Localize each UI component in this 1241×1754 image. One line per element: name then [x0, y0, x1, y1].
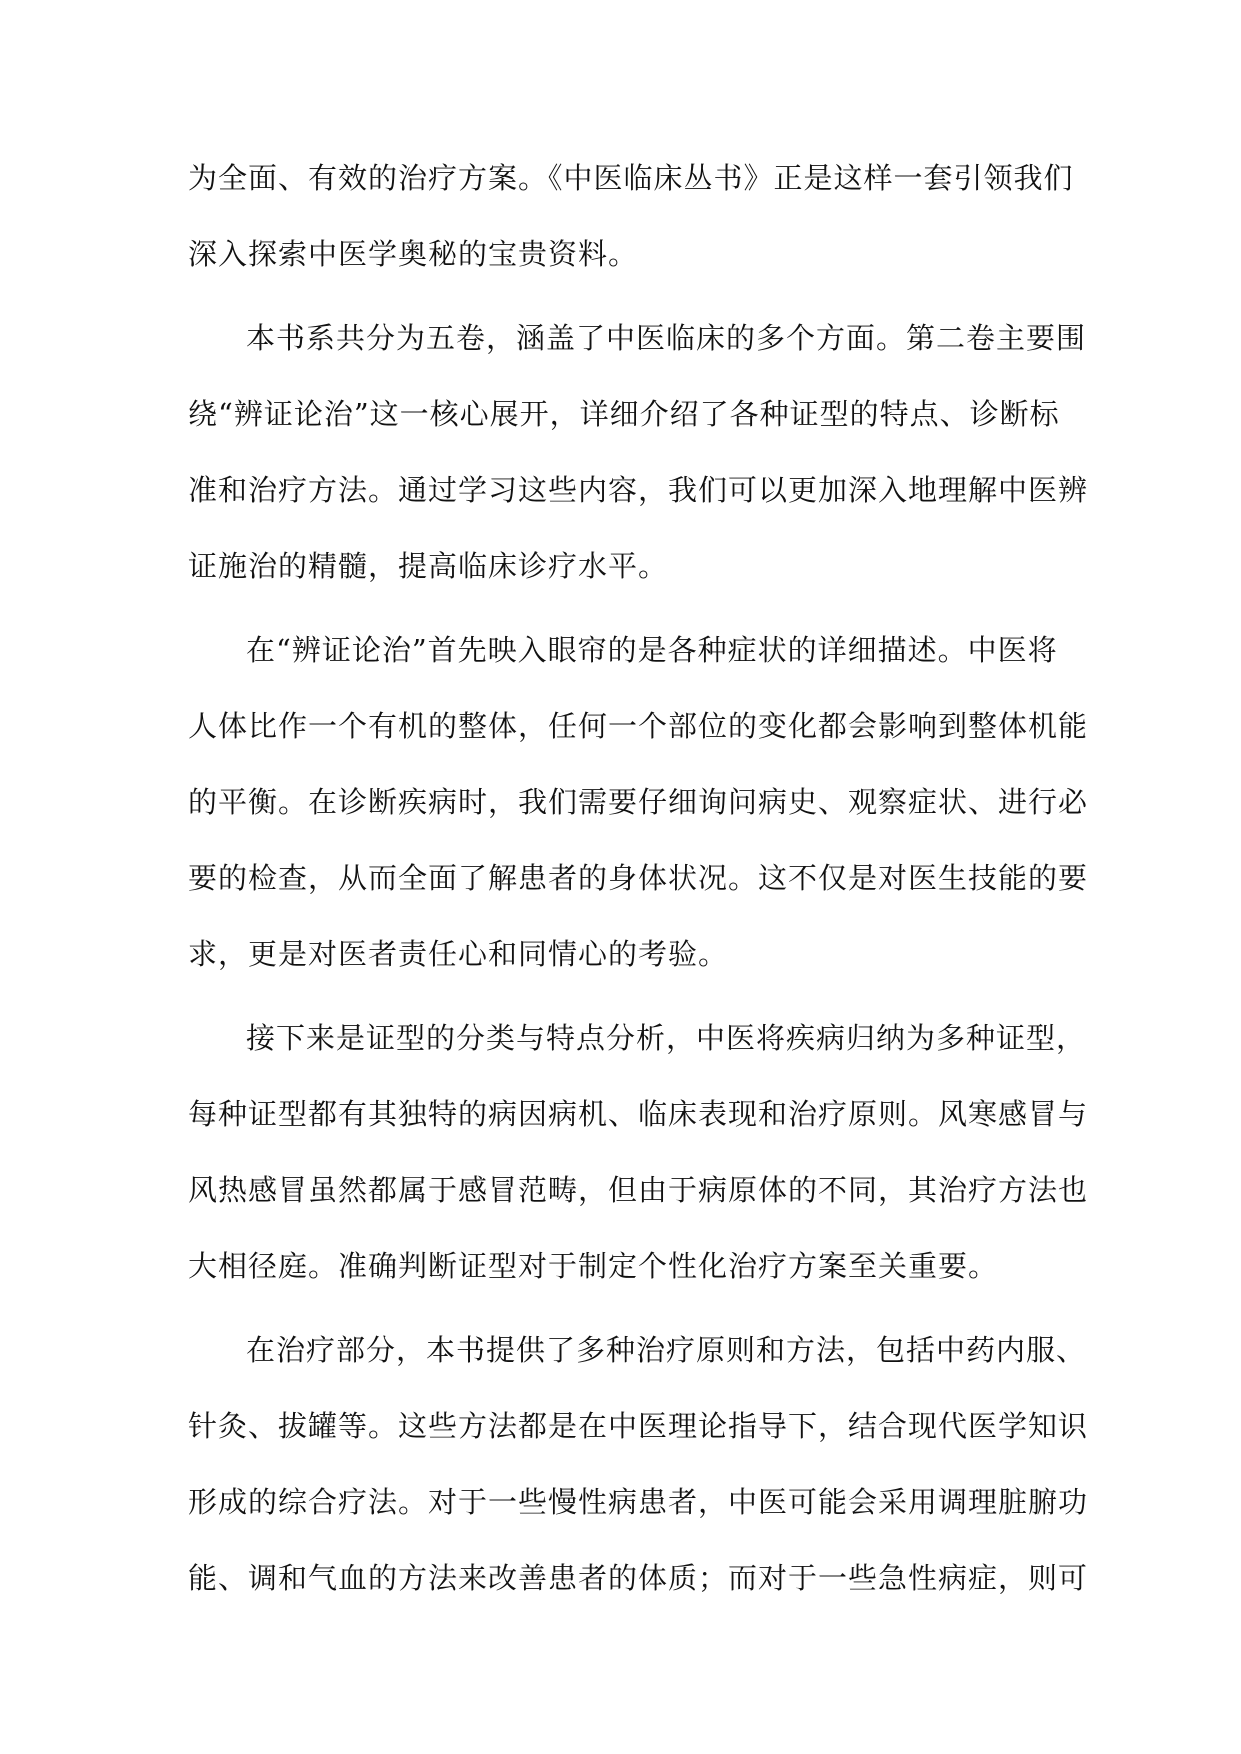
paragraph-3 — [188, 612, 1089, 992]
body-text — [188, 140, 1089, 1616]
text-line: 求，更是对医者责任心和同情心的考验。 — [188, 937, 729, 971]
text-line: 人体比作一个有机的整体，任何一个部位的变化都会影响到整体机能 — [188, 709, 1089, 743]
text-line: 本书系共分为五卷，涵盖了中医临床的多个方面。第二卷主要围 — [246, 321, 1087, 355]
text-line: 能、调和气血的方法来改善患者的体质；而对于一些急性病症，则可 — [188, 1561, 1089, 1595]
text-line: 绕“辨证论治”这一核心展开，详细介绍了各种证型的特点、诊断标 — [188, 397, 1060, 431]
text-line: 深入探索中医学奥秘的宝贵资料。 — [188, 237, 639, 271]
paragraph-5 — [188, 1312, 1089, 1616]
text-line: 的平衡。在诊断疾病时，我们需要仔细询问病史、观察症状、进行必 — [188, 785, 1089, 819]
text-line: 在“辨证论治”首先映入眼帘的是各种症状的详细描述。中医将 — [246, 633, 1058, 667]
text-line: 风热感冒虽然都属于感冒范畴，但由于病原体的不同，其治疗方法也 — [188, 1173, 1089, 1207]
paragraph-4 — [188, 1000, 1089, 1304]
text-line: 要的检查，从而全面了解患者的身体状况。这不仅是对医生技能的要 — [188, 861, 1089, 895]
paragraph-1 — [188, 140, 1074, 292]
paragraph-2 — [188, 300, 1089, 604]
text-line: 证施治的精髓，提高临床诊疗水平。 — [188, 549, 669, 583]
text-line: 形成的综合疗法。对于一些慢性病患者，中医可能会采用调理脏腑功 — [188, 1485, 1089, 1519]
text-line: 大相径庭。准确判断证型对于制定个性化治疗方案至关重要。 — [188, 1249, 999, 1283]
text-line: 为全面、有效的治疗方案。《中医临床丛书》正是这样一套引领我们 — [188, 161, 1074, 195]
text-line: 在治疗部分，本书提供了多种治疗原则和方法，包括中药内服、 — [246, 1333, 1087, 1367]
text-line: 每种证型都有其独特的病因病机、临床表现和治疗原则。风寒感冒与 — [188, 1097, 1089, 1131]
text-line: 针灸、拔罐等。这些方法都是在中医理论指导下，结合现代医学知识 — [188, 1409, 1089, 1443]
text-line: 准和治疗方法。通过学习这些内容，我们可以更加深入地理解中医辨 — [188, 473, 1089, 507]
text-line: 接下来是证型的分类与特点分析，中医将疾病归纳为多种证型， — [246, 1021, 1087, 1055]
